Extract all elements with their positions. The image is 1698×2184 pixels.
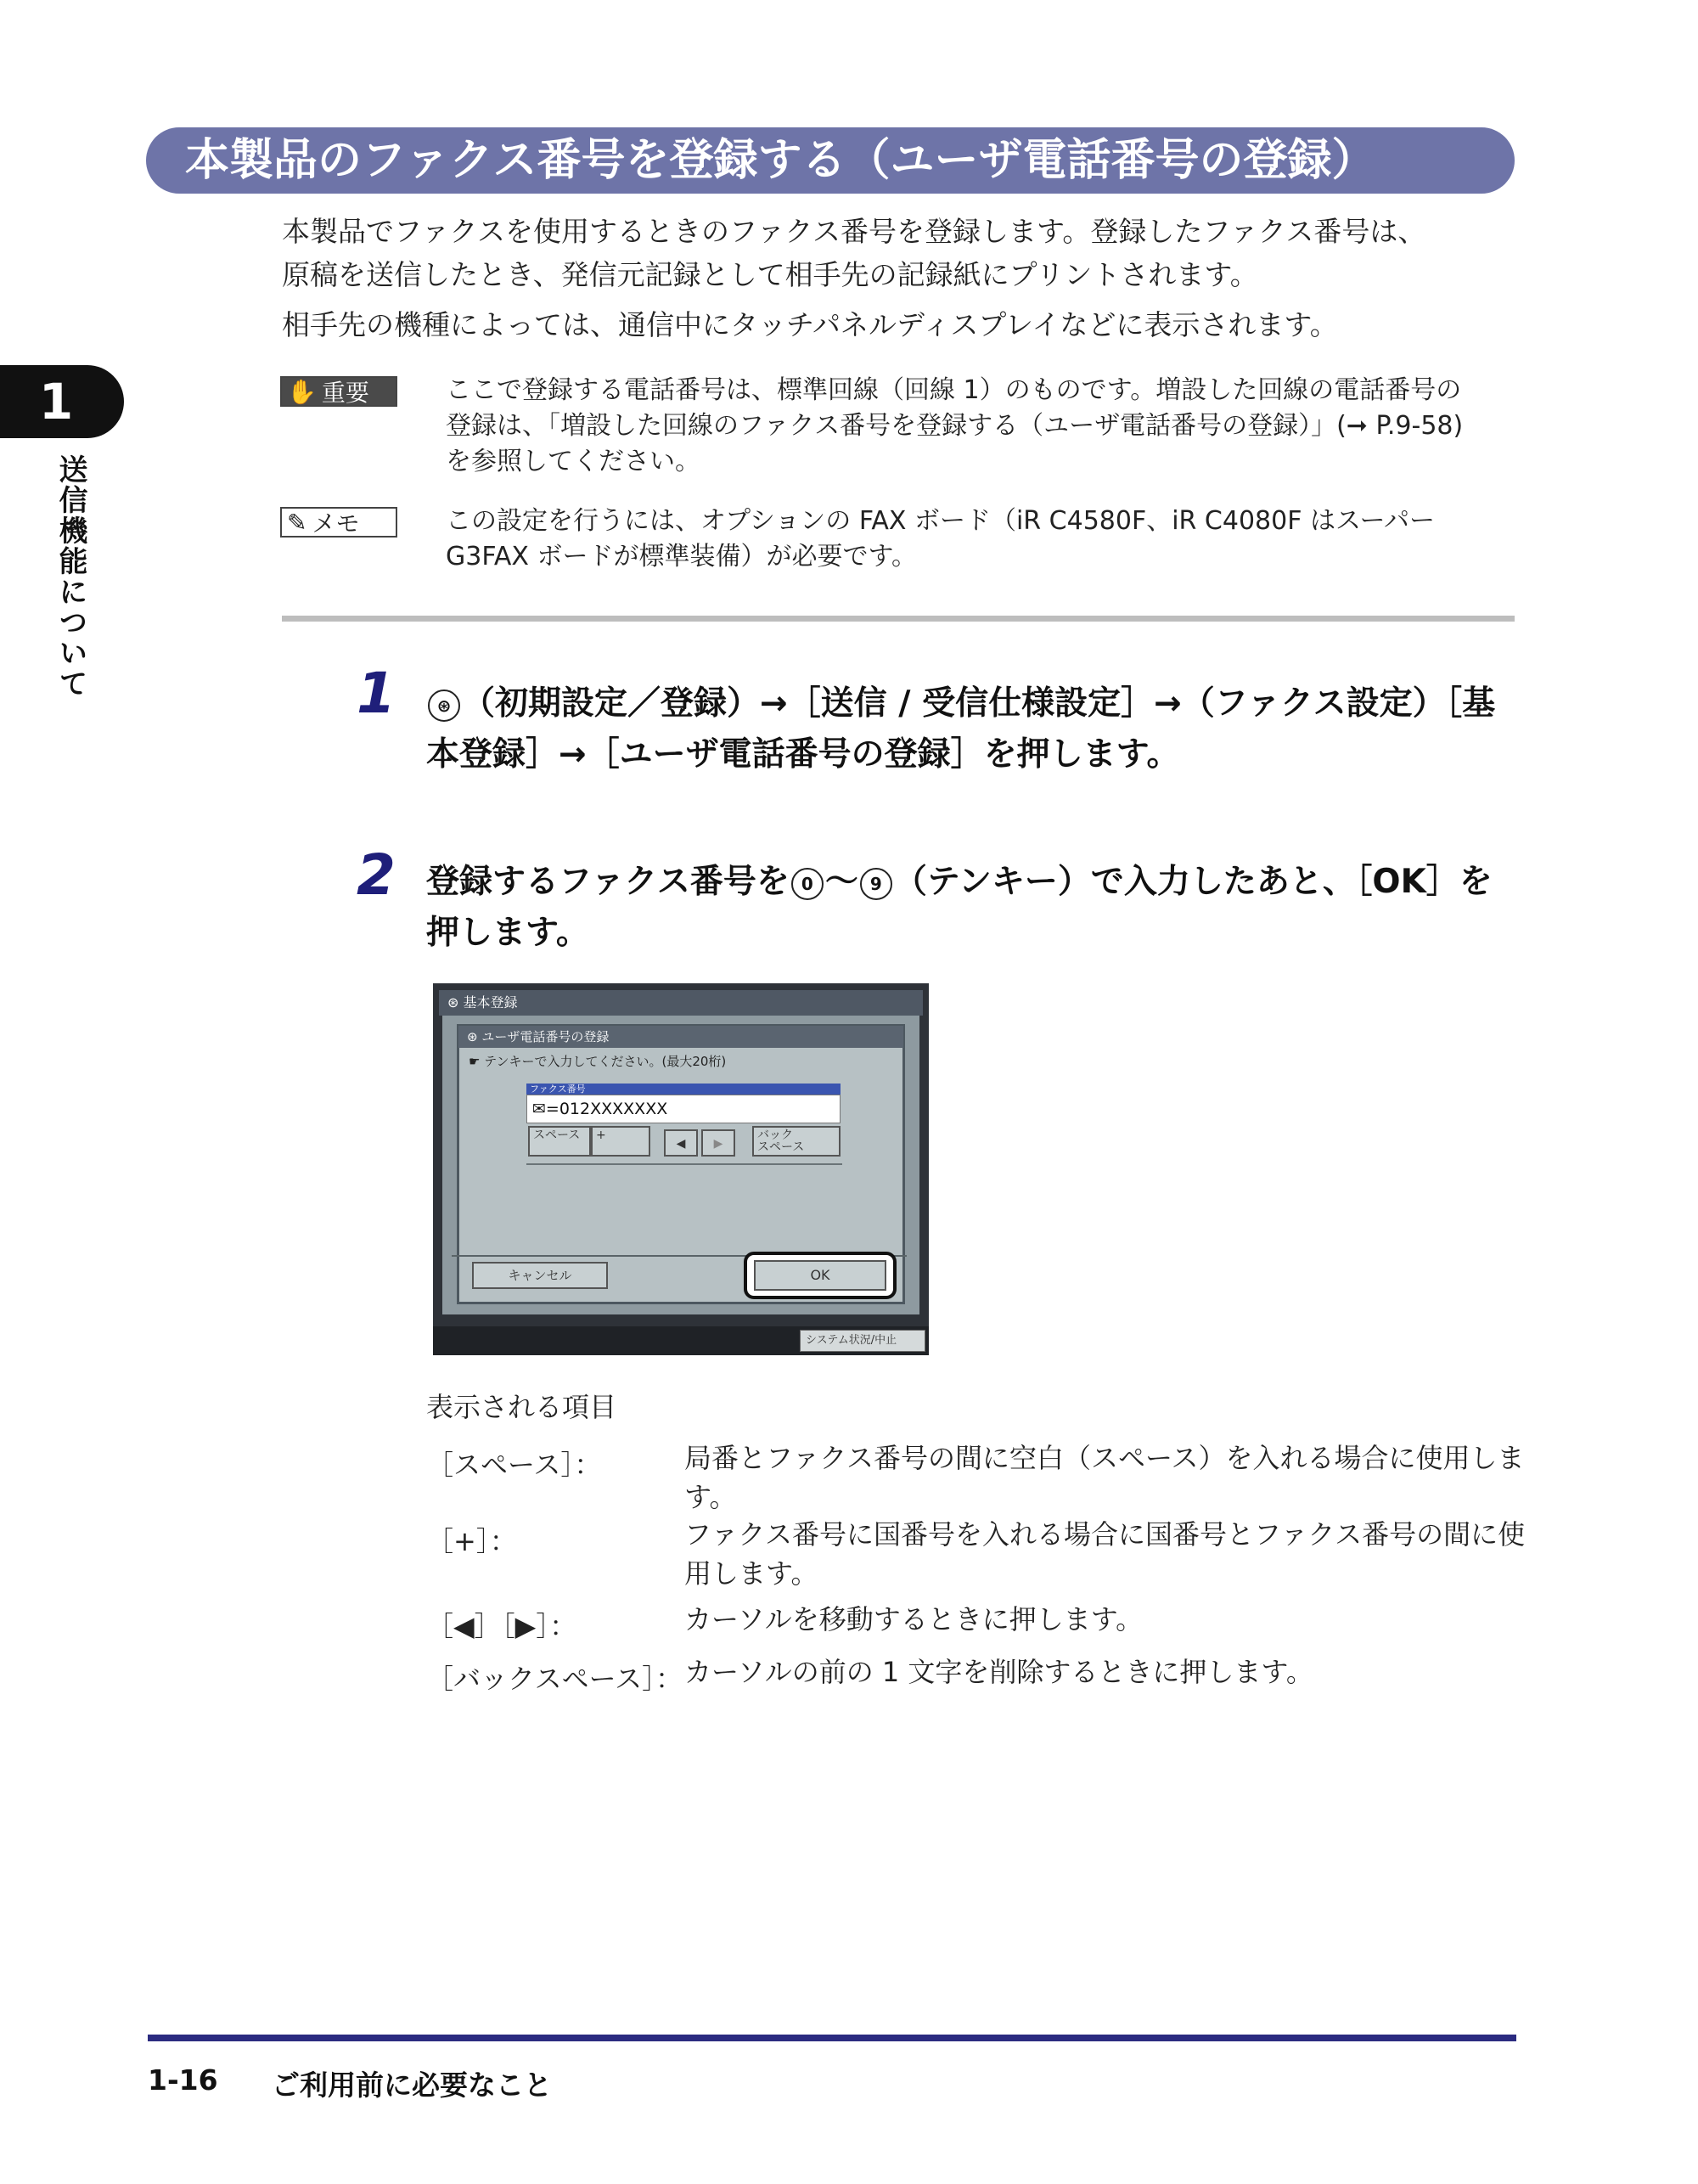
key-9-icon: 9: [860, 868, 892, 900]
item-term: ［バックスペース］：: [426, 1663, 683, 1695]
page-number: 1-16: [148, 2063, 218, 2097]
item-desc: カーソルを移動するときに押します。: [684, 1603, 1144, 1635]
item-term: ［スペース］：: [426, 1449, 602, 1481]
memo-label: メモ: [312, 509, 360, 538]
intro-line-2: 原稿を送信したとき、発信元記録として相手先の記録紙にプリントされます。: [282, 258, 1258, 291]
pencil-icon: ✎: [287, 508, 307, 537]
footer-title: ご利用前に必要なこと: [272, 2069, 552, 2102]
items-heading: 表示される項目: [426, 1391, 617, 1423]
chapter-number-tab: 1: [0, 365, 124, 438]
intro-line-3: 相手先の機種によっては、通信中にタッチパネルディスプレイなどに表示されます。: [282, 308, 1338, 341]
settings-icon: ⊛: [467, 1029, 482, 1044]
fax-icon: ✉: [532, 1100, 546, 1118]
memo-line-1: この設定を行うには、オプションの FAX ボード（iR C4580F、iR C4080F はスーパー: [446, 506, 1436, 536]
step-2-line-2: 押します。: [426, 914, 589, 952]
screen-prompt: ☛ テンキーで入力してください。(最大20桁): [469, 1054, 727, 1069]
section-divider: [282, 616, 1515, 622]
item-desc-cont: 用します。: [684, 1557, 818, 1590]
important-label: 重要: [321, 379, 369, 407]
important-line-2: 登録は、「増設した回線のファクス番号を登録する（ユーザ電話番号の登録）」(➞ P.9-58): [446, 411, 1464, 441]
fax-number-input[interactable]: ✉=012XXXXXXX: [526, 1095, 841, 1123]
plus-button[interactable]: +: [591, 1126, 650, 1157]
cursor-right-button[interactable]: ▶: [701, 1129, 735, 1157]
memo-line-2: G3FAX ボードが標準装備）が必要です。: [446, 542, 918, 571]
footer-rule: [148, 2035, 1516, 2041]
screen-header: ⊛ 基本登録: [439, 990, 923, 1016]
screen-divider: [526, 1163, 842, 1165]
cursor-left-button[interactable]: ◀: [664, 1129, 698, 1157]
key-0-icon: 0: [791, 868, 824, 900]
item-desc-cont: す。: [684, 1481, 737, 1513]
item-term: ［◀］［▶］：: [426, 1610, 577, 1642]
step-1-line-1: ⊛ （初期設定／登録）→［送信 / 受信仕様設定］→（ファクス設定）［基: [426, 678, 1495, 730]
important-badge: [280, 376, 397, 407]
intro-line-1: 本製品でファクスを使用するときのファクス番号を登録します。登録したファクス番号は、: [282, 215, 1426, 248]
settings-key-icon: ⊛: [428, 690, 460, 722]
ok-button[interactable]: OK: [754, 1260, 886, 1291]
backspace-button[interactable]: バック スペース: [752, 1126, 841, 1157]
hand-icon: ✋: [287, 377, 317, 406]
fax-number-label: ファクス番号: [526, 1084, 841, 1095]
item-desc: 局番とファクス番号の間に空白（スペース）を入れる場合に使用しま: [684, 1442, 1525, 1474]
keypad-hint-icon: ☛: [469, 1054, 485, 1069]
important-line-1: ここで登録する電話番号は、標準回線（回線 1）のものです。増設した回線の電話番号の: [446, 375, 1462, 405]
item-term: ［+］：: [426, 1525, 517, 1557]
section-title: 本製品のファクス番号を登録する（ユーザ電話番号の登録）: [185, 135, 1376, 186]
cancel-button[interactable]: キャンセル: [472, 1262, 608, 1289]
important-line-3: を参照してください。: [446, 447, 700, 476]
space-button[interactable]: スペース: [528, 1126, 591, 1157]
step-2-number: 2: [357, 842, 396, 908]
step-1-number: 1: [357, 661, 396, 726]
system-status-button[interactable]: システム状況/中止: [800, 1330, 925, 1352]
step-1-line-2: 本登録］→［ユーザ電話番号の登録］を押します。: [426, 735, 1180, 774]
step-2-line-1: 登録するファクス番号を 0 〜 9 （テンキー）で入力したあと、［OK］を: [426, 863, 1493, 901]
screen-subheader: ⊛ ユーザ電話番号の登録: [458, 1026, 903, 1048]
memo-badge: [280, 507, 397, 538]
item-desc: カーソルの前の 1 文字を削除するときに押します。: [684, 1656, 1313, 1688]
settings-icon: ⊛: [447, 994, 464, 1010]
item-desc: ファクス番号に国番号を入れる場合に国番号とファクス番号の間に使: [684, 1518, 1526, 1551]
chapter-title-vertical: 送信機能について: [53, 454, 87, 699]
